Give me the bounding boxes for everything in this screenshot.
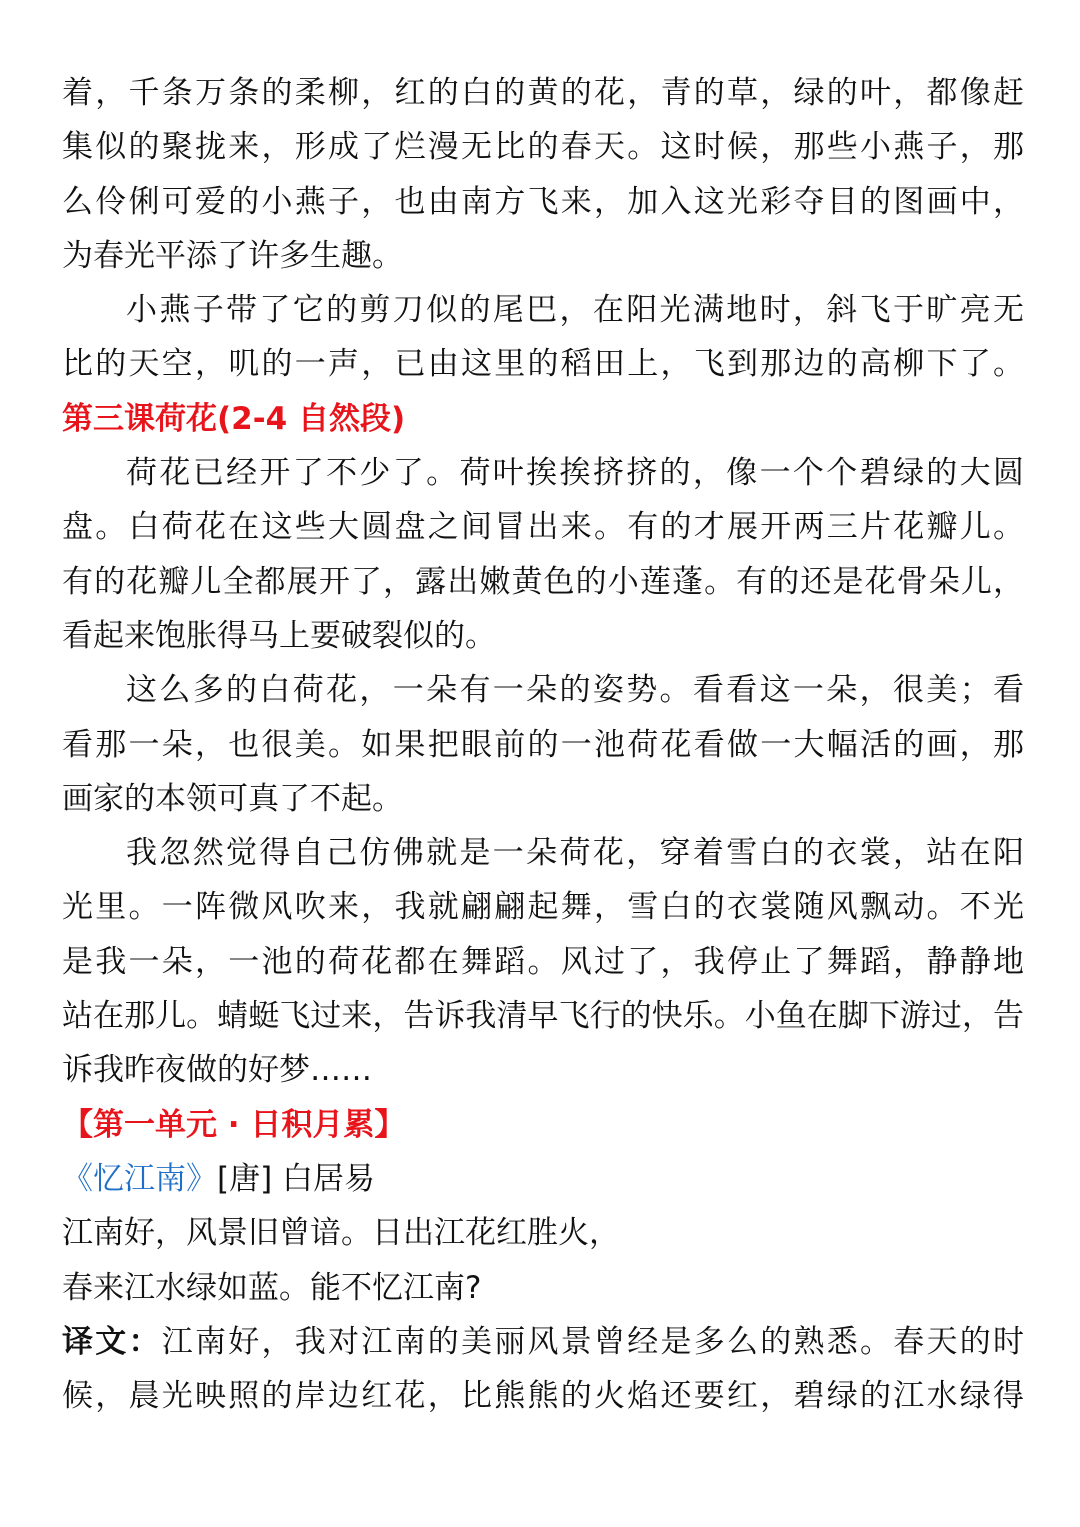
text-line: 比的天空，叽的一声，已由这里的稻田上，飞到那边的高柳下了。 bbox=[62, 346, 1024, 383]
text-line: 是我一朵，一池的荷花都在舞蹈。风过了，我停止了舞蹈，静静地 bbox=[62, 943, 1024, 980]
swallow-paragraph-1 bbox=[62, 66, 1024, 283]
text-line: 集似的聚拢来，形成了烂漫无比的春天。这时候，那些小燕子，那 bbox=[62, 129, 1024, 166]
text-line: 有的花瓣儿全都展开了，露出嫩黄色的小莲蓬。有的还是花骨朵儿， bbox=[62, 563, 1024, 600]
translation-block bbox=[62, 1315, 1024, 1424]
lotus-paragraph-3 bbox=[62, 826, 1024, 1097]
translation-label: 译文： bbox=[62, 1323, 162, 1360]
text-line: 看那一朵，也很美。如果把眼前的一池荷花看做一大幅活的画，那 bbox=[62, 726, 1024, 763]
lesson-heading: 第三课荷花(2-4 自然段) bbox=[62, 400, 406, 437]
text-line: 为春光平添了许多生趣。 bbox=[62, 237, 403, 274]
text-line: 光里。一阵微风吹来，我就翩翩起舞，雪白的衣裳随风飘动。不光 bbox=[62, 889, 1024, 926]
unit-heading: 【第一单元 · 日积月累】 bbox=[62, 1106, 406, 1143]
text-line: 小燕子带了它的剪刀似的尾巴，在阳光满地时，斜飞于旷亮无 bbox=[126, 292, 1024, 329]
poem-body bbox=[62, 1206, 1024, 1315]
text-line: 画家的本领可真了不起。 bbox=[62, 780, 403, 817]
document-page bbox=[62, 66, 1024, 1423]
text-line: 么伶俐可爱的小燕子，也由南方飞来，加入这光彩夺目的图画中， bbox=[62, 183, 1024, 220]
poem-line: 江南好，风景旧曾谙。日出江花红胜火， bbox=[62, 1215, 620, 1252]
text-line: 看起来饱胀得马上要破裂似的。 bbox=[62, 617, 496, 654]
poem-title: 《忆江南》 bbox=[62, 1160, 217, 1197]
text-line: 我忽然觉得自己仿佛就是一朵荷花，穿着雪白的衣裳，站在阳 bbox=[126, 835, 1024, 872]
text-line: 着，千条万条的柔柳，红的白的黄的花，青的草，绿的叶，都像赶 bbox=[62, 75, 1024, 111]
text-line: 这么多的白荷花，一朵有一朵的姿势。看看这一朵，很美；看 bbox=[126, 672, 1024, 709]
text-line: 站在那儿。蜻蜓飞过来，告诉我清早飞行的快乐。小鱼在脚下游过，告 bbox=[62, 998, 1024, 1035]
translation-line bbox=[62, 1315, 1024, 1369]
swallow-paragraph-2 bbox=[62, 283, 1024, 392]
lotus-paragraph-1 bbox=[62, 446, 1024, 663]
text-line: 诉我昨夜做的好梦…… bbox=[62, 1052, 372, 1089]
text-line: 盘。白荷花在这些大圆盘之间冒出来。有的才展开两三片花瓣儿。 bbox=[62, 509, 1024, 546]
text-line: 荷花已经开了不少了。荷叶挨挨挤挤的，像一个个碧绿的大圆 bbox=[126, 455, 1024, 492]
poem-title-line bbox=[62, 1152, 1024, 1206]
lotus-paragraph-2 bbox=[62, 663, 1024, 826]
translation-line: 候，晨光映照的岸边红花，比熊熊的火焰还要红，碧绿的江水绿得 bbox=[62, 1378, 1024, 1415]
poem-line: 春来江水绿如蓝。能不忆江南? bbox=[62, 1269, 482, 1306]
translation-text: 江南好，我对江南的美丽风景曾经是多么的熟悉。春天的时 bbox=[161, 1323, 1024, 1360]
poem-author: [唐] 白居易 bbox=[217, 1160, 376, 1197]
